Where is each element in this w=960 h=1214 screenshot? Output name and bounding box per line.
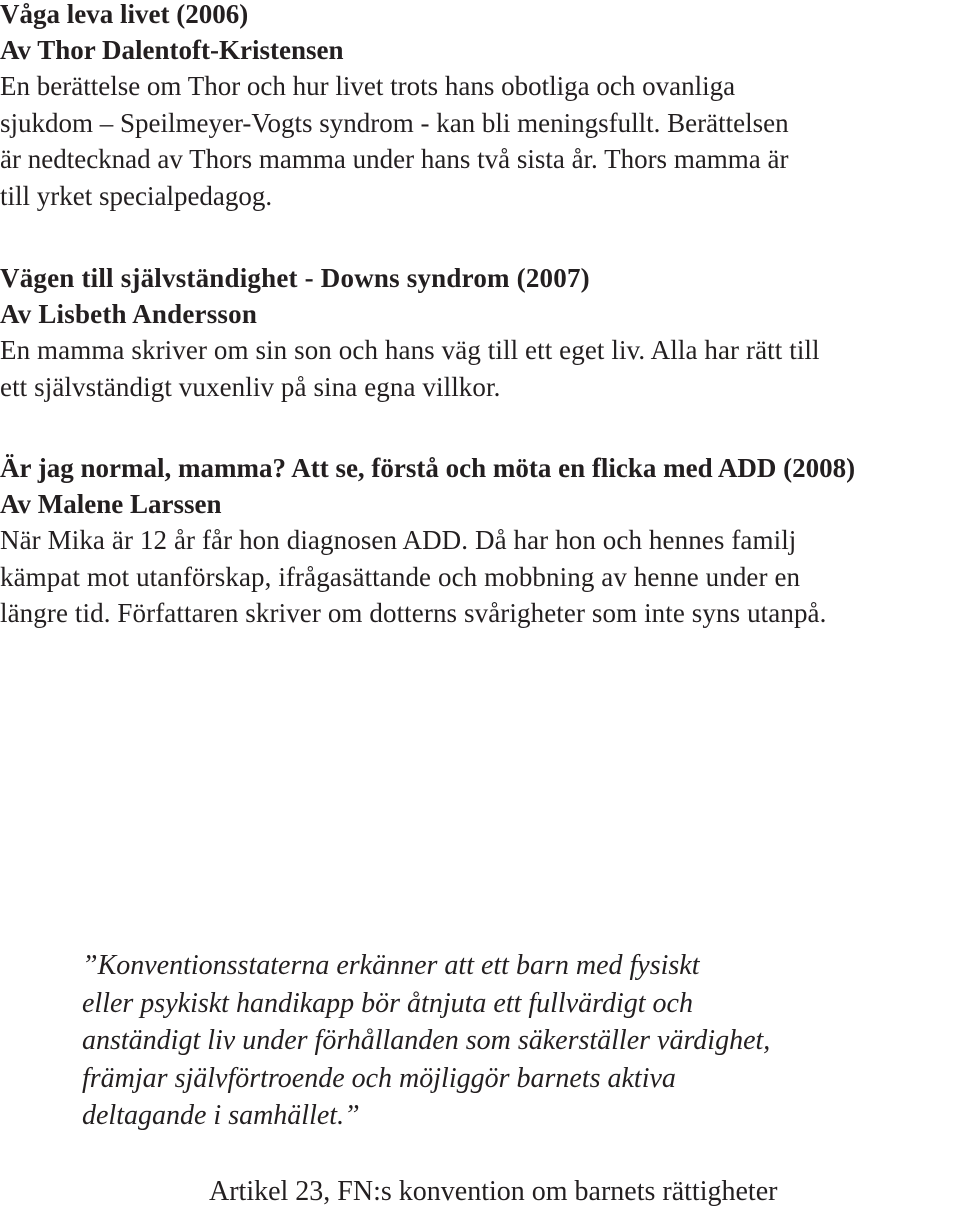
book-author: Av Malene Larssen <box>0 489 222 519</box>
book-description: En mamma skriver om sin son och hans väg till ett eget liv. Alla har rätt till ett självständigt vuxenliv på sina egna villkor. <box>0 335 820 402</box>
book-author: Av Lisbeth Andersson <box>0 299 258 329</box>
book-title: Våga leva livet (2006) <box>0 0 249 29</box>
book-entry <box>0 0 960 214</box>
book-author: Av Thor Dalentoft-Kristensen <box>0 35 344 65</box>
book-entry <box>0 260 960 405</box>
book-description: När Mika är 12 år får hon diagnosen ADD. Då har hon och hennes familj kämpat mot utanförskap, ifrågasättande och mobbning av henne under en längre tid. Författaren skriver om dotterns svårigheter som inte syns utanpå. <box>0 525 827 628</box>
quote-attribution: Artikel 23, FN:s konvention om barnets rättigheter <box>209 1176 778 1207</box>
convention-quote: ”Konventionsstaterna erkänner att ett barn med fysiskt eller psykiskt handikapp bör åtnjuta ett fullvärdigt och anständigt liv under förhållanden som säkerställer värdighet, främjar självförtroende och möjliggör barnets aktiva deltagande i samhället.” <box>82 950 771 1131</box>
book-title: Är jag normal, mamma? Att se, förstå och möta en flicka med ADD (2008) <box>0 453 856 483</box>
book-title: Vägen till självständighet - Downs syndrom (2007) <box>0 263 590 293</box>
book-description: En berättelse om Thor och hur livet trots hans obotliga och ovanliga sjukdom – Speilmeyer-Vogts syndrom - kan bli meningsfullt. Berättelsen är nedtecknad av Thors mamma under hans två sista år. Thors mamma är till yrket specialpedagog. <box>0 71 789 211</box>
book-entry <box>0 450 960 632</box>
